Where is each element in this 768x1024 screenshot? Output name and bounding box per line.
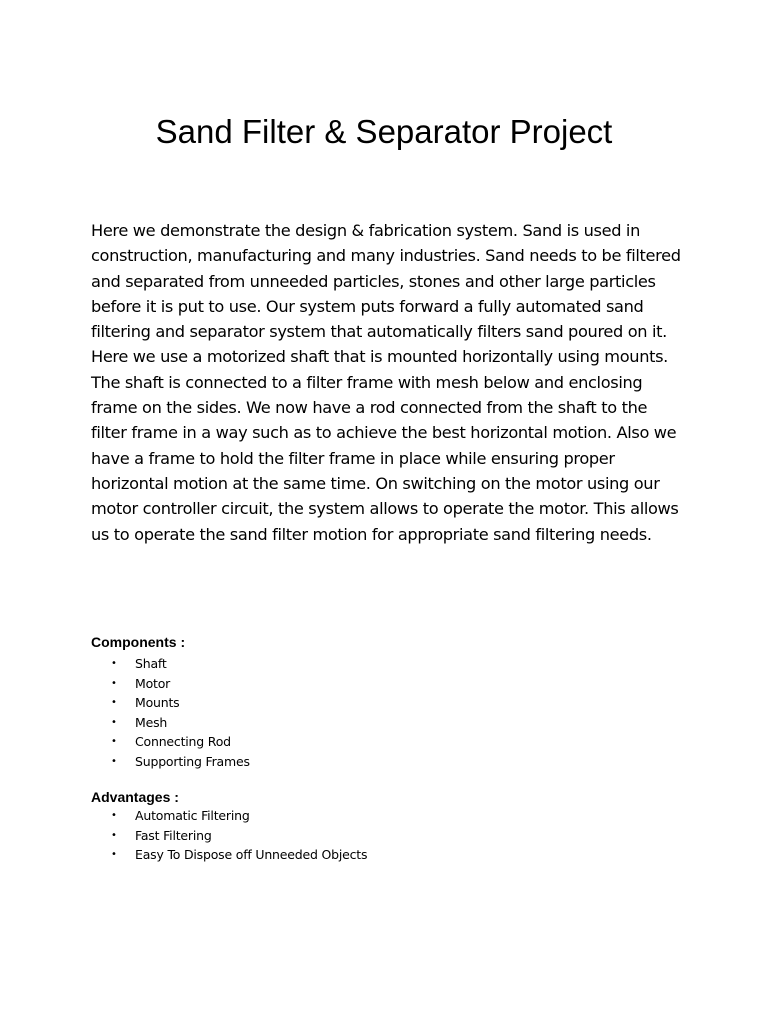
component-item-mesh: Mesh: [135, 714, 168, 730]
components-heading: Components :: [91, 634, 186, 650]
component-item-mounts: Mounts: [135, 695, 180, 711]
component-item-connecting-rod: Connecting Rod: [135, 734, 231, 750]
bullet-icon: •: [111, 677, 117, 689]
intro-paragraph: Here we demonstrate the design & fabrication system. Sand is used in construction, manufacturing and many industries. Sand needs to be filtered and separated from unneeded particles, stones and other large particles before it is put to use. Our system puts forward a fully automated sand filtering and separator system that automatically filters sand poured on it. Here we use a motorized shaft that is mounted horizontally using mounts. The shaft is connected to a filter frame with mesh below and enclosing frame on the sides. We now have a rod connected from the shaft to the filter frame in a way such as to achieve the best horizontal motion. Also we have a frame to hold the filter frame in place while ensuring proper horizontal motion at the same time. On switching on the motor using our motor controller circuit, the system allows to operate the motor. This allows us to operate the sand filter motion for appropriate sand filtering needs.: [91, 221, 681, 544]
advantage-item-automatic-filtering: Automatic Filtering: [135, 808, 250, 823]
document-title: Sand Filter & Separator Project: [155, 113, 613, 150]
advantage-item-easy-dispose: Easy To Dispose off Unneeded Objects: [135, 847, 368, 863]
bullet-icon: •: [111, 716, 117, 728]
component-item-shaft: Shaft: [135, 656, 167, 671]
bullet-icon: •: [111, 849, 117, 861]
component-item-supporting-frames: Supporting Frames: [135, 753, 250, 769]
bullet-icon: •: [111, 755, 117, 767]
advantages-heading: Advantages :: [91, 789, 179, 805]
component-item-motor: Motor: [135, 675, 171, 691]
bullet-icon: •: [111, 658, 117, 669]
bullet-icon: •: [111, 829, 117, 841]
bullet-icon: •: [111, 810, 117, 821]
bullet-icon: •: [111, 736, 117, 748]
advantage-item-fast-filtering: Fast Filtering: [135, 827, 212, 843]
bullet-icon: •: [111, 697, 117, 709]
